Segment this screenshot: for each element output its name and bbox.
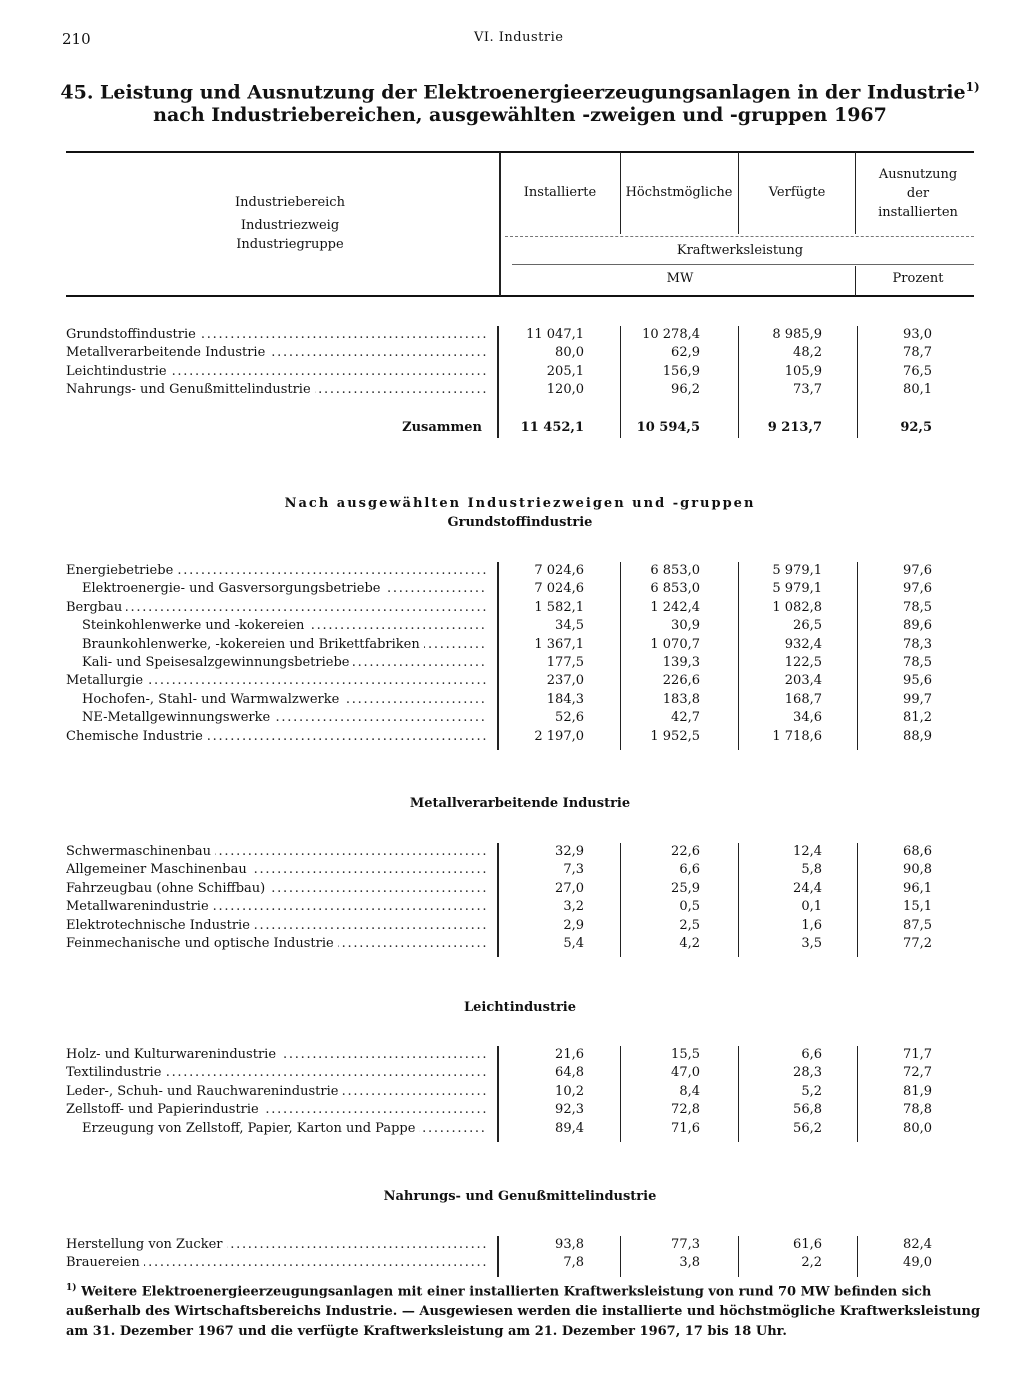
cell-value: 77,2 [903, 936, 932, 951]
cell-value: 61,6 [793, 1237, 822, 1252]
page-number: 210 [62, 30, 91, 48]
cell-value: 56,2 [793, 1120, 822, 1136]
cell-value: 95,6 [903, 673, 932, 689]
table-row [0, 599, 1024, 617]
col-installierte: Installierte [523, 185, 597, 200]
cell-value: 205,1 [546, 363, 584, 379]
cell-value: 52,6 [555, 710, 584, 726]
cell-value: 32,9 [555, 844, 584, 859]
row-label: Elektrotechnische Industrie [66, 918, 254, 933]
stub-header-line3: Industriegruppe [236, 237, 344, 252]
cell-value: 15,1 [903, 899, 932, 915]
table-row [0, 880, 1024, 898]
row-label: Herstellung von Zucker [66, 1237, 227, 1252]
row-label: Braunkohlenwerke, -kokereien und Brikettfabriken [82, 637, 424, 652]
cell-value: 139,3 [662, 655, 700, 670]
row-label: Steinkohlenwerke und -kokereien [82, 618, 308, 633]
cell-value: 92,5 [900, 420, 932, 435]
cell-value: 1 367,1 [534, 636, 584, 652]
cell-value: 3,5 [801, 936, 822, 951]
cell-value: 6,6 [679, 862, 700, 878]
cell-value: 28,3 [793, 1065, 822, 1081]
col-verfuegte: Verfügte [768, 185, 826, 200]
cell-value: 27,0 [555, 880, 584, 896]
cell-value: 88,9 [903, 728, 932, 744]
cell-value: 3,8 [679, 1255, 700, 1271]
cell-value: 9 213,7 [767, 420, 822, 435]
cell-value: 81,9 [903, 1083, 932, 1099]
cell-value: 168,7 [784, 691, 822, 707]
cell-value: 1 242,4 [650, 599, 700, 615]
cell-value: 97,6 [903, 581, 932, 597]
cell-value: 68,6 [903, 844, 932, 859]
cell-value: 6,6 [801, 1047, 822, 1062]
table-row [0, 935, 1024, 953]
table-row [0, 1083, 1024, 1101]
cell-value: 10 278,4 [642, 327, 700, 342]
cell-value: 89,6 [903, 618, 932, 634]
header-bottom-rule [66, 295, 974, 297]
table-row [0, 344, 1024, 362]
row-label: Chemische Industrie [66, 729, 207, 744]
header-stub-divider [499, 152, 501, 296]
section-title: Grundstoffindustrie [447, 515, 593, 530]
table-row [0, 1236, 1024, 1254]
table-row [0, 617, 1024, 635]
unit-rule [512, 264, 974, 265]
cell-value: 8 985,9 [772, 327, 822, 342]
section-title: Leichtindustrie [463, 1000, 577, 1015]
cell-value: 105,9 [784, 363, 822, 379]
cell-value: 26,5 [793, 618, 822, 634]
row-label: Feinmechanische und optische Industrie [66, 936, 338, 951]
cell-value: 7,8 [563, 1255, 584, 1271]
cell-value: 10,2 [555, 1083, 584, 1099]
unit-prozent: Prozent [892, 271, 944, 286]
header-top-rule [66, 151, 974, 153]
row-label: Hochofen-, Stahl- und Warmwalzwerke [82, 692, 343, 707]
table-row [0, 672, 1024, 690]
table-title-line2: nach Industriebereichen, ausgewählten -zweigen und -gruppen 1967 [153, 104, 887, 126]
cell-value: 15,5 [671, 1047, 700, 1062]
cell-value: 78,5 [903, 655, 932, 670]
cell-value: 42,7 [671, 710, 700, 726]
spanner-rule [505, 236, 974, 237]
col-hoechstmoegliche: Höchstmögliche [625, 185, 733, 200]
row-label: Brauereien [66, 1255, 144, 1270]
table-row [0, 898, 1024, 916]
cell-value: 96,2 [671, 382, 700, 398]
cell-value: 56,8 [793, 1102, 822, 1118]
header-pct-divider [855, 266, 856, 296]
cell-value: 183,8 [662, 691, 700, 707]
cell-value: 72,7 [903, 1065, 932, 1081]
cell-value: 11 452,1 [520, 420, 584, 435]
row-label: Metallurgie [66, 673, 147, 688]
stub-header [180, 193, 400, 254]
cell-value: 22,6 [671, 844, 700, 859]
table-row [0, 1046, 1024, 1064]
cell-value: 6 853,0 [650, 563, 700, 578]
table-row [0, 861, 1024, 879]
cell-value: 11 047,1 [526, 327, 584, 342]
cell-value: 48,2 [793, 345, 822, 361]
cell-value: 93,0 [903, 327, 932, 342]
cell-value: 7,3 [563, 862, 584, 878]
cell-value: 5,2 [801, 1083, 822, 1099]
row-label: Metallwarenindustrie [66, 899, 213, 914]
running-head: VI. Industrie [474, 30, 564, 45]
col-ausnutzung-line2: der [906, 186, 930, 201]
cell-value: 78,3 [903, 636, 932, 652]
cell-value: 0,1 [801, 899, 822, 915]
cell-value: 10 594,5 [636, 420, 700, 435]
cell-value: 99,7 [903, 691, 932, 707]
cell-value: 8,4 [679, 1083, 700, 1099]
cell-value: 122,5 [784, 655, 822, 670]
cell-value: 78,7 [903, 345, 932, 361]
section-title: Nahrungs- und Genußmittelindustrie [383, 1189, 657, 1204]
cell-value: 1 718,6 [772, 728, 822, 744]
cell-value: 25,9 [671, 880, 700, 896]
col-ausnutzung-line3: installierten [878, 205, 958, 220]
cell-value: 5 979,1 [772, 563, 822, 578]
row-label: Metallverarbeitende Industrie [66, 345, 269, 360]
table-row [0, 1120, 1024, 1138]
cell-value: 89,4 [555, 1120, 584, 1136]
header-col-divider-1 [620, 152, 621, 234]
cell-value: 96,1 [903, 880, 932, 896]
col-ausnutzung [858, 165, 978, 222]
row-label: Zellstoff- und Papierindustrie [66, 1102, 263, 1117]
table-row [0, 636, 1024, 654]
row-label: Zusammen [402, 420, 486, 435]
cell-value: 80,0 [555, 345, 584, 361]
header-col-divider-2 [738, 152, 739, 234]
cell-value: 47,0 [671, 1065, 700, 1081]
row-label: Schwermaschinenbau [66, 844, 215, 859]
row-label: Bergbau [66, 600, 126, 615]
cell-value: 120,0 [546, 382, 584, 398]
table-row [0, 363, 1024, 381]
section-title: Nach ausgewählten Industriezweigen und -gruppen [284, 496, 756, 511]
table-row [0, 419, 1024, 437]
cell-value: 5,4 [563, 936, 584, 951]
cell-value: 62,9 [671, 345, 700, 361]
table-row [0, 381, 1024, 399]
cell-value: 12,4 [793, 844, 822, 859]
cell-value: 34,6 [793, 710, 822, 726]
row-label: Erzeugung von Zellstoff, Papier, Karton und Pappe [82, 1121, 419, 1136]
cell-value: 0,5 [679, 899, 700, 915]
table-row [0, 1254, 1024, 1272]
row-label: Leder-, Schuh- und Rauchwarenindustrie [66, 1084, 342, 1099]
row-label: Energiebetriebe [66, 563, 177, 578]
footnote-mark-bottom: 1) [66, 1283, 77, 1293]
cell-value: 49,0 [903, 1255, 932, 1271]
table-row [0, 728, 1024, 746]
cell-value: 2,5 [679, 917, 700, 933]
row-label: Allgemeiner Maschinenbau [66, 862, 251, 877]
row-label: Fahrzeugbau (ohne Schiffbau) [66, 881, 269, 896]
unit-mw: MW [666, 271, 694, 286]
table-row [0, 709, 1024, 727]
table-row [0, 843, 1024, 861]
cell-value: 7 024,6 [534, 581, 584, 597]
cell-value: 24,4 [793, 880, 822, 896]
stub-header-line2: Industriezweig [240, 218, 340, 233]
cell-value: 71,6 [671, 1120, 700, 1136]
table-row [0, 562, 1024, 580]
table-row [0, 691, 1024, 709]
row-label: Textilindustrie [66, 1065, 165, 1080]
cell-value: 73,7 [793, 382, 822, 398]
cell-value: 2 197,0 [534, 728, 584, 744]
cell-value: 97,6 [903, 563, 932, 578]
cell-value: 156,9 [662, 363, 700, 379]
col-ausnutzung-line1: Ausnutzung [878, 167, 958, 182]
cell-value: 6 853,0 [650, 581, 700, 597]
cell-value: 78,8 [903, 1102, 932, 1118]
cell-value: 237,0 [546, 673, 584, 689]
cell-value: 87,5 [903, 917, 932, 933]
row-label: Elektroenergie- und Gasversorgungsbetriebe [82, 581, 385, 596]
cell-value: 7 024,6 [534, 563, 584, 578]
cell-value: 92,3 [555, 1102, 584, 1118]
spanner-kraftwerksleistung: Kraftwerksleistung [676, 243, 804, 258]
cell-value: 93,8 [555, 1237, 584, 1252]
cell-value: 21,6 [555, 1047, 584, 1062]
table-row [0, 326, 1024, 344]
cell-value: 1 082,8 [772, 599, 822, 615]
cell-value: 77,3 [671, 1237, 700, 1252]
cell-value: 78,5 [903, 599, 932, 615]
footnote-text: Weitere Elektroenergieerzeugungsanlagen mit einer installierten Kraftwerksleistung von rund 70 MW befinden sich außerhalb des Wirtschaftsbereichs Industrie. — Ausgewiesen werden die installierte und höchstmögliche Kraftwerksleistung am 31. Dezember 1967 und die verfügte Kraftwerksleistung am 21. Dezember 1967, 17 bis 18 Uhr. [66, 1284, 981, 1340]
row-label: Kali- und Speisesalzgewinnungsbetriebe [82, 655, 353, 670]
cell-value: 82,4 [903, 1237, 932, 1252]
cell-value: 1 582,1 [534, 599, 584, 615]
footnote-mark: 1) [965, 80, 980, 94]
table-row [0, 1101, 1024, 1119]
header-col-divider-3 [855, 152, 856, 234]
cell-value: 34,5 [555, 618, 584, 634]
cell-value: 2,9 [563, 917, 584, 933]
table-row [0, 654, 1024, 672]
cell-value: 184,3 [546, 691, 584, 707]
cell-value: 2,2 [801, 1255, 822, 1271]
row-label: NE-Metallgewinnungswerke [82, 710, 274, 725]
cell-value: 1 952,5 [650, 728, 700, 744]
cell-value: 203,4 [784, 673, 822, 689]
cell-value: 76,5 [903, 363, 932, 379]
table-row [0, 1064, 1024, 1082]
row-label: Leichtindustrie [66, 364, 171, 379]
cell-value: 5 979,1 [772, 581, 822, 597]
row-label: Nahrungs- und Genußmittelindustrie [66, 382, 315, 397]
cell-value: 1 070,7 [650, 636, 700, 652]
table-title-text: 45. Leistung und Ausnutzung der Elektroenergieerzeugungsanlagen in der Industrie [60, 81, 966, 104]
cell-value: 80,0 [903, 1120, 932, 1136]
cell-value: 30,9 [671, 618, 700, 634]
cell-value: 71,7 [903, 1047, 932, 1062]
cell-value: 5,8 [801, 862, 822, 878]
cell-value: 80,1 [903, 382, 932, 398]
cell-value: 226,6 [662, 673, 700, 689]
row-label: Holz- und Kulturwarenindustrie [66, 1047, 280, 1062]
cell-value: 72,8 [671, 1102, 700, 1118]
table-row [0, 917, 1024, 935]
cell-value: 90,8 [903, 862, 932, 878]
table-row [0, 580, 1024, 598]
cell-value: 81,2 [903, 710, 932, 726]
section-title: Metallverarbeitende Industrie [409, 796, 631, 811]
cell-value: 64,8 [555, 1065, 584, 1081]
footnote [66, 1278, 986, 1342]
cell-value: 3,2 [563, 899, 584, 915]
row-label: Grundstoffindustrie [66, 327, 200, 342]
cell-value: 1,6 [801, 917, 822, 933]
cell-value: 932,4 [784, 636, 822, 652]
cell-value: 4,2 [679, 936, 700, 951]
cell-value: 177,5 [546, 655, 584, 670]
stub-header-line1: Industriebereich [235, 195, 345, 210]
